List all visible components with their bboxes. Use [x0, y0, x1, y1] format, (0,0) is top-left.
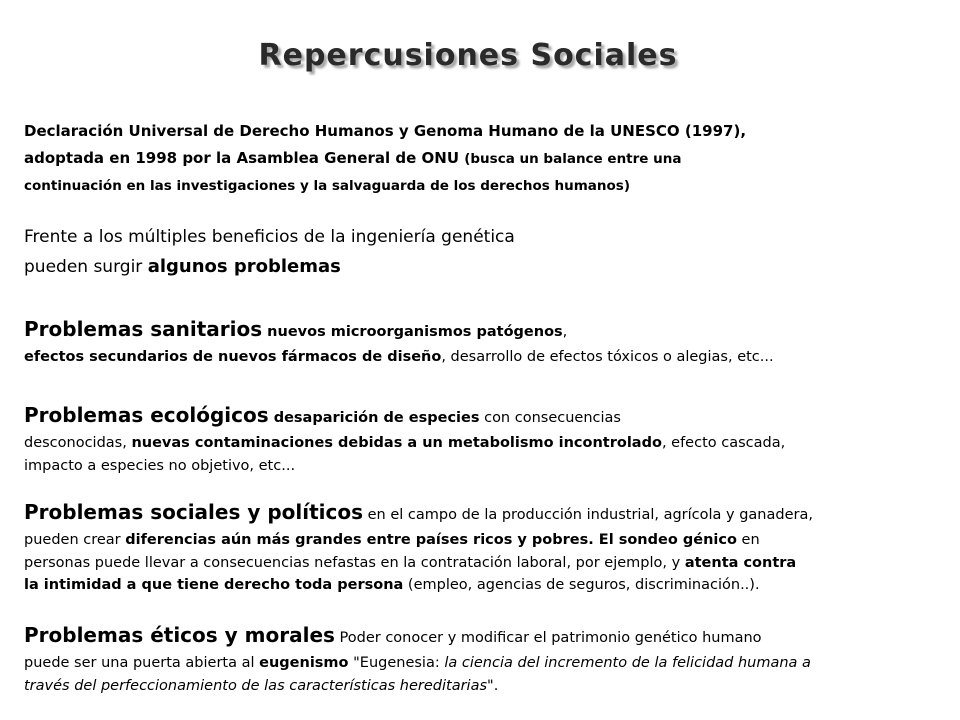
ethical-line-3-italic: través del perfeccionamiento de las características hereditarias	[24, 677, 488, 694]
declaration-line-2-main: adoptada en 1998 por la Asamblea General de ONU	[24, 149, 465, 167]
page-title: Repercusiones Sociales	[258, 38, 678, 73]
social-line-3-bold: atenta contra	[684, 554, 797, 571]
social-line-2-start: pueden crear	[24, 532, 126, 548]
social-line-4	[24, 574, 939, 597]
intro-paragraph	[24, 222, 939, 282]
social-line-2	[24, 529, 939, 552]
declaration-line-2-note: (busca un balance entre una	[464, 151, 682, 167]
declaration-line-1: Declaración Universal de Derecho Humanos y Genoma Humano de la UNESCO (1997),	[24, 122, 747, 140]
ecological-heading: Problemas ecológicos	[24, 403, 269, 427]
social-line-3	[24, 552, 939, 575]
social-problems-section	[24, 497, 939, 597]
sanitary-line-2-bold: efectos secundarios de nuevos fármacos de diseño	[24, 349, 442, 365]
ethical-line-2-quote-open: "Eugenesia:	[348, 655, 445, 671]
sanitary-heading-tail: ,	[562, 324, 568, 340]
ecological-line-2-end: , efecto cascada,	[661, 435, 786, 451]
sanitary-line-2	[24, 346, 939, 369]
sanitary-line-2-rest: , desarrollo de efectos tóxicos o alegias, etc...	[441, 349, 774, 365]
ecological-line-2-start: desconocidas,	[24, 435, 132, 451]
ethical-heading: Problemas éticos y morales	[24, 623, 335, 647]
ethical-line-2	[24, 652, 939, 675]
ecological-line-2-bold: nuevas contaminaciones debidas a un metabolismo incontrolado	[131, 435, 662, 451]
ecological-heading-line	[24, 400, 939, 432]
ecological-heading-tail: con consecuencias	[479, 410, 621, 426]
intro-line-1: Frente a los múltiples beneficios de la ingeniería genética	[24, 227, 515, 247]
ethical-line-2-start: puede ser una puerta abierta al	[24, 655, 260, 671]
declaration-line-3: continuación en las investigaciones y la salvaguarda de los derechos humanos)	[24, 178, 630, 194]
sanitary-heading-tail-bold: nuevos microorganismos patógenos	[262, 324, 563, 340]
social-line-4-bold: la intimidad a que tiene derecho toda persona	[24, 577, 404, 593]
declaration-paragraph	[24, 118, 939, 200]
ecological-line-2	[24, 432, 939, 455]
sanitary-problems-section	[24, 314, 939, 369]
intro-line-2-start: pueden surgir	[24, 257, 148, 277]
ecological-line-3: impacto a especies no objetivo, etc...	[24, 457, 296, 474]
social-heading-tail: en el campo de la producción industrial, agrícola y ganadera,	[363, 507, 813, 523]
social-heading: Problemas sociales y políticos	[24, 500, 364, 524]
declaration-line-2	[24, 145, 939, 173]
social-line-4-rest: (empleo, agencias de seguros, discriminación..).	[403, 577, 760, 593]
ethical-line-2-italic: la ciencia del incremento de la felicidad humana a	[444, 655, 811, 671]
ethical-line-3	[24, 675, 939, 698]
social-heading-line	[24, 497, 939, 529]
intro-line-2-emphasis: algunos problemas	[147, 256, 341, 277]
social-line-2-bold: diferencias aún más grandes entre países ricos y pobres. El sondeo génico	[125, 532, 737, 548]
ethical-heading-tail: Poder conocer y modificar el patrimonio genético humano	[334, 630, 762, 646]
ecological-problems-section	[24, 400, 939, 477]
intro-line-2	[24, 252, 939, 282]
sanitary-heading: Problemas sanitarios	[24, 317, 263, 341]
ethical-heading-line	[24, 620, 939, 652]
sanitary-heading-line	[24, 314, 939, 346]
ethical-problems-section	[24, 620, 939, 697]
social-line-2-end: en	[736, 532, 760, 548]
ethical-line-2-bold: eugenismo	[259, 655, 349, 671]
ethical-line-3-end: ".	[487, 677, 499, 694]
social-line-3-start: personas puede llevar a consecuencias nefastas en la contratación laboral, por ejemplo, y	[24, 554, 685, 571]
ecological-heading-tail-bold: desaparición de especies	[268, 410, 480, 426]
